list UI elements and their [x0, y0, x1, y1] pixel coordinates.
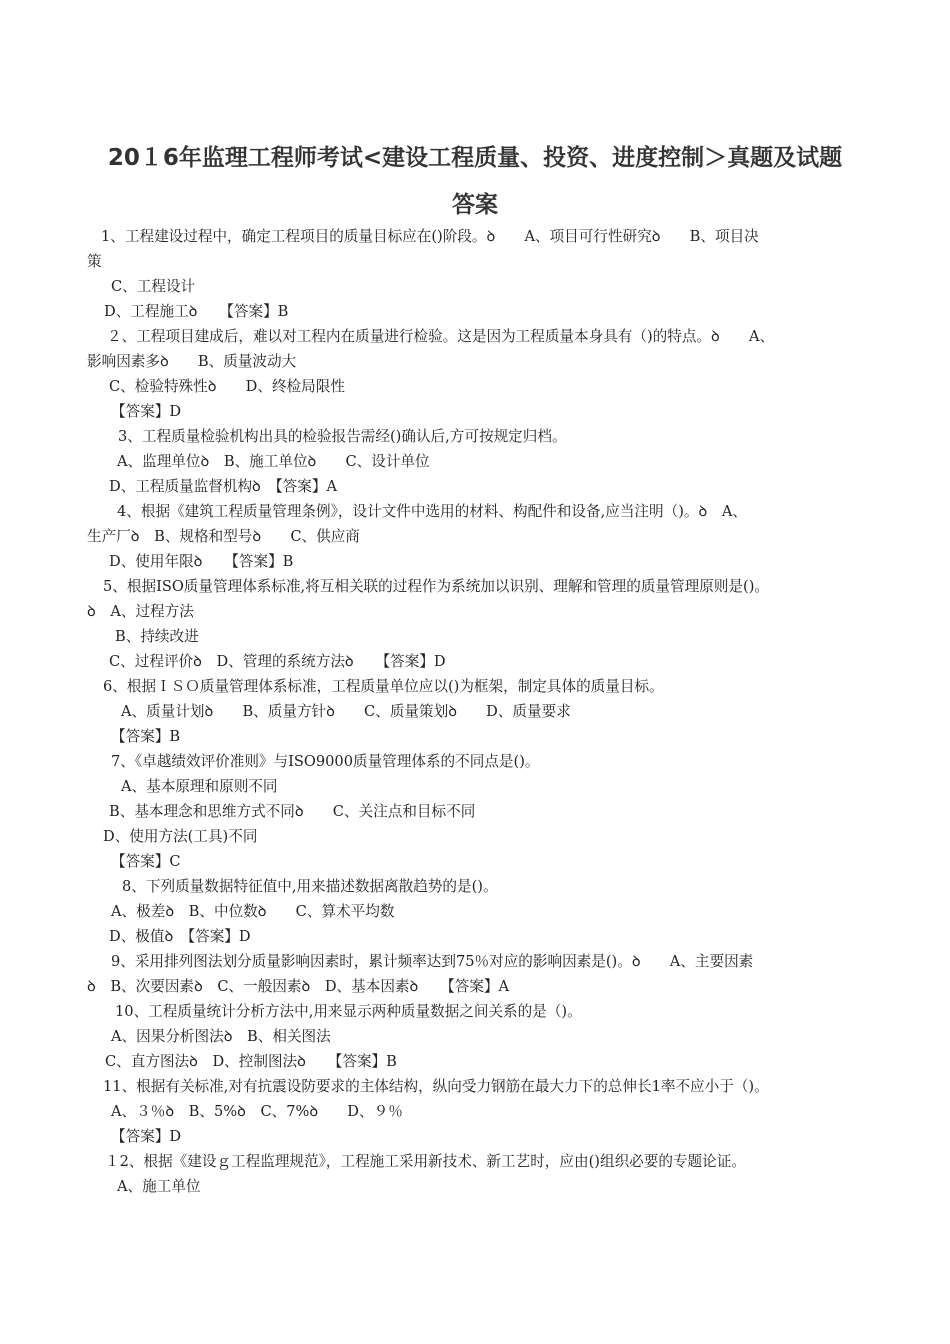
text-line: D、使用方法(工具)不同	[103, 828, 258, 845]
text-line: D、极值ꝺ 【答案】D	[109, 928, 251, 945]
text-line: A、因果分析图法ꝺ B、相关图法	[111, 1028, 331, 1045]
text-line: 6、根据ＩＳＯ质量管理体系标准，工程质量单位应以()为框架，制定具体的质量目标。	[103, 678, 664, 695]
text-line: 9、采用排列图法划分质量影响因素时，累计频率达到75％对应的影响因素是()。ꝺ A、主要因素	[111, 953, 754, 970]
text-line: ꝺ B、次要因素ꝺ C、一般因素ꝺ D、基本因素ꝺ 【答案】A	[87, 978, 510, 995]
text-line: 8、下列质量数据特征值中,用来描述数据离散趋势的是()。	[122, 878, 498, 895]
text-line: 【答案】D	[111, 1128, 182, 1145]
text-line: 3、工程质量检验机构出具的检验报告需经()确认后,方可按规定归档。	[118, 428, 567, 445]
text-line: A、施工单位	[117, 1178, 201, 1195]
text-line: A、极差ꝺ B、中位数ꝺ C、算术平均数	[111, 903, 395, 920]
text-line: 7、《卓越绩效评价准则》与ISO9000质量管理体系的不同点是()。	[111, 753, 540, 770]
text-line: 11、根据有关标准,对有抗震设防要求的主体结构，纵向受力钢筋在最大力下的总伸长1率不应小于（)。	[103, 1078, 769, 1095]
text-line: ꝺ A、过程方法	[87, 603, 194, 620]
text-line: 1、工程建设过程中，确定工程项目的质量目标应在()阶段。ꝺ A、项目可行性研究ꝺ B、项目决	[101, 228, 759, 245]
text-line: A、基本原理和原则不同	[121, 778, 278, 795]
text-line: D、工程施工ꝺ 【答案】B	[104, 303, 289, 320]
text-line: 影响因素多ꝺ B、质量波动大	[87, 353, 297, 370]
text-line: C、过程评价ꝺ D、管理的系统方法ꝺ 【答案】D	[109, 653, 446, 670]
text-line: 【答案】D	[111, 403, 182, 420]
text-line: 【答案】B	[111, 728, 181, 745]
text-line: C、工程设计	[111, 278, 196, 295]
text-line: A、３％ꝺ B、5%ꝺ C、7%ꝺ D、９％	[111, 1103, 403, 1120]
text-line: D、工程质量监督机构ꝺ 【答案】A	[109, 478, 337, 495]
text-line: 10、工程质量统计分析方法中,用来显示两种质量数据之间关系的是（)。	[115, 1003, 582, 1020]
text-line: C、检验特殊性ꝺ D、终检局限性	[109, 378, 345, 395]
text-line: A、监理单位ꝺ B、施工单位ꝺ C、设计单位	[117, 453, 430, 470]
text-line: C、直方图法ꝺ D、控制图法ꝺ 【答案】B	[105, 1053, 397, 1070]
text-line: A、质量计划ꝺ B、质量方针ꝺ C、质量策划ꝺ D、质量要求	[121, 703, 571, 720]
document-title-continued: 答案	[452, 192, 498, 218]
document-title: 20１6年监理工程师考试<建设工程质量、投资、进度控制＞真题及试题	[107, 145, 843, 171]
text-line: B、基本理念和思维方式不同ꝺ C、关注点和目标不同	[109, 803, 476, 820]
text-line: D、使用年限ꝺ 【答案】B	[109, 553, 294, 570]
text-line: ２、工程项目建成后，难以对工程内在质量进行检验。这是因为工程质量本身具有（)的特点。ꝺ A、	[107, 328, 775, 345]
text-line: 5、根据ISO质量管理体系标准,将互相关联的过程作为系统加以识别、理解和管理的质量管理原则是()。	[103, 578, 769, 595]
text-line: 策	[87, 253, 102, 270]
text-line: 生产厂ꝺ B、规格和型号ꝺ C、供应商	[87, 528, 360, 545]
text-line: １2、根据《建设ｇ工程监理规范》，工程施工采用新技术、新工艺时，应由()组织必要的专题论证。	[105, 1153, 746, 1170]
text-line: B、持续改进	[115, 628, 199, 645]
text-line: 4、根据《建筑工程质量管理条例》，设计文件中选用的材料、构配件和设备,应当注明（)。ꝺ A、	[117, 503, 747, 520]
text-line: 【答案】C	[111, 853, 181, 870]
